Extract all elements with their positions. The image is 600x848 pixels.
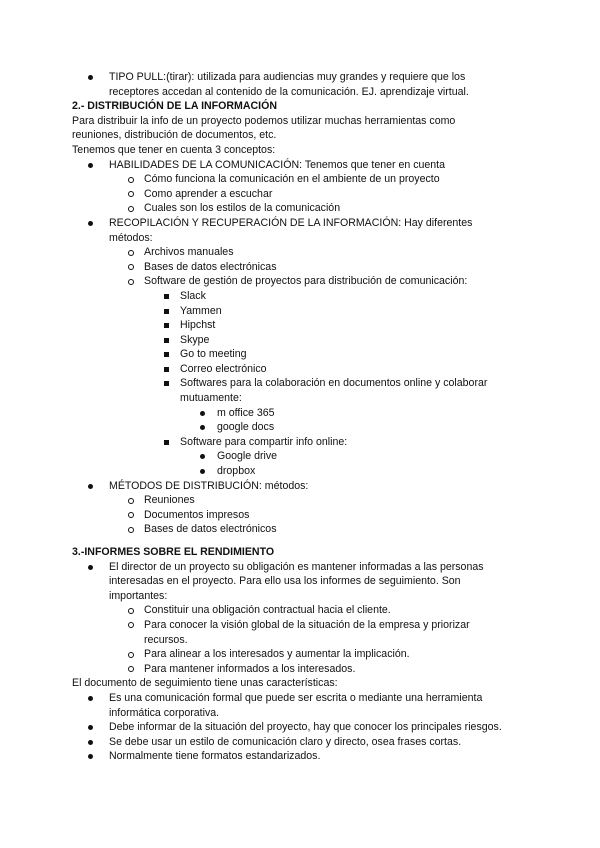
list-item-text: Software para compartir info online: — [180, 435, 348, 448]
list-item-text: Hipchst — [180, 319, 216, 332]
list-item — [72, 187, 532, 202]
list-item — [72, 522, 532, 537]
square-bullet-icon — [164, 367, 169, 372]
list-item-text: Google drive — [217, 450, 278, 463]
list-item-text: Para mantener informados a los interesados. — [144, 662, 356, 675]
list-item-text: Para alinear a los interesados y aumentar la implicación. — [144, 648, 410, 661]
list-item — [72, 172, 532, 187]
list-item-text: El director de un proyecto su obligación es mantener informadas a las personas — [109, 560, 484, 573]
list-item-text: google docs — [217, 421, 275, 434]
bullet-icon — [200, 454, 205, 459]
circle-bullet-icon — [128, 191, 134, 197]
pull-line-1: TIPO PULL:(tirar): utilizada para audiencias muy grandes y requiere que los — [109, 71, 466, 83]
document-page — [72, 70, 532, 764]
circle-bullet-icon — [128, 622, 134, 628]
list-item-text: Software de gestión de proyectos para distribución de comunicación: — [144, 275, 468, 288]
list-item-text: Archivos manuales — [144, 246, 234, 259]
list-item — [72, 435, 532, 450]
list-item — [72, 603, 532, 618]
list-item — [72, 479, 532, 494]
list-item — [72, 735, 532, 750]
list-item — [72, 508, 532, 523]
list-item — [72, 420, 532, 435]
square-bullet-icon — [164, 381, 169, 386]
list-item-text: Cuales son los estilos de la comunicación — [144, 202, 341, 215]
square-bullet-icon — [164, 338, 169, 343]
list-item-text: Debe informar de la situación del proyecto, hay que conocer los principales riesgos. — [109, 721, 502, 734]
paragraph-line: Para distribuir la info de un proyecto podemos utilizar muchas herramientas como — [72, 114, 456, 127]
habilidades-title: HABILIDADES DE LA COMUNICACIÓN: Tenemos que tener en cuenta — [109, 158, 446, 171]
list-item-cont: importantes: — [109, 589, 168, 602]
list-item — [72, 318, 532, 333]
circle-bullet-icon — [128, 264, 134, 270]
list-item — [72, 662, 532, 677]
list-item-text: Normalmente tiene formatos estandarizados. — [109, 750, 321, 763]
list-item-text: Softwares para la colaboración en documentos online y colaborar — [180, 377, 488, 390]
list-item — [72, 70, 532, 85]
list-item — [72, 691, 532, 706]
pull-line-2: receptores accedan al contenido de la comunicación. EJ. aprendizaje virtual. — [109, 85, 469, 98]
list-item-text: dropbox — [217, 465, 256, 478]
square-bullet-icon — [164, 309, 169, 314]
bullet-icon — [88, 565, 93, 570]
list-item-text: m office 365 — [217, 406, 275, 419]
list-item-text: Skype — [180, 333, 210, 346]
section-3-heading: 3.-INFORMES SOBRE EL RENDIMIENTO — [72, 546, 275, 558]
circle-bullet-icon — [128, 652, 134, 658]
list-item — [72, 560, 532, 575]
bullet-icon — [88, 740, 93, 745]
paragraph-line: reuniones, distribución de documentos, etc. — [72, 129, 277, 142]
paragraph-line: Tenemos que tener en cuenta 3 conceptos: — [72, 143, 276, 156]
square-bullet-icon — [164, 352, 169, 357]
section-2-heading: 2.- DISTRIBUCIÓN DE LA INFORMACIÓN — [72, 100, 278, 113]
circle-bullet-icon — [128, 527, 134, 533]
list-item — [72, 289, 532, 304]
bullet-icon — [88, 75, 93, 80]
list-item-text: Bases de datos electrónicas — [144, 260, 277, 273]
list-item — [72, 245, 532, 260]
list-item-text: Documentos impresos — [144, 508, 250, 521]
list-item-text: Para conocer la visión global de la situación de la empresa y priorizar — [144, 618, 470, 631]
bullet-icon — [88, 163, 93, 168]
list-item — [72, 464, 532, 479]
list-item-cont: informática corporativa. — [109, 706, 220, 719]
circle-bullet-icon — [128, 177, 134, 183]
list-item-cont: recursos. — [144, 633, 188, 646]
recopilacion-title: RECOPILACIÓN Y RECUPERACIÓN DE LA INFORMACIÓN: Hay diferentes — [109, 216, 473, 229]
list-item — [72, 749, 532, 764]
list-item — [72, 493, 532, 508]
circle-bullet-icon — [128, 666, 134, 672]
list-item-text: Cómo funciona la comunicación en el ambiente de un proyecto — [144, 173, 440, 186]
circle-bullet-icon — [128, 512, 134, 518]
bullet-icon — [88, 221, 93, 226]
bullet-icon — [88, 754, 93, 759]
bullet-icon — [88, 696, 93, 701]
bullet-icon — [88, 484, 93, 489]
bullet-icon — [200, 411, 205, 416]
list-item-cont: mutuamente: — [180, 392, 242, 405]
paragraph-line: El documento de seguimiento tiene unas características: — [72, 677, 338, 690]
list-item — [72, 376, 532, 391]
square-bullet-icon — [164, 323, 169, 328]
bullet-icon — [200, 425, 205, 430]
list-item — [72, 720, 532, 735]
list-item — [72, 304, 532, 319]
list-item-text: Yammen — [180, 304, 222, 317]
square-bullet-icon — [164, 294, 169, 299]
list-item-text: Como aprender a escuchar — [144, 187, 273, 200]
recopilacion-title-cont: métodos: — [109, 231, 153, 244]
metodos-title: MÉTODOS DE DISTRIBUCIÓN: métodos: — [109, 479, 309, 492]
bullet-icon — [88, 725, 93, 730]
list-item-cont: interesadas en el proyecto. Para ello usa los informes de seguimiento. Son — [109, 575, 461, 588]
list-item — [72, 406, 532, 421]
circle-bullet-icon — [128, 279, 134, 285]
list-item — [72, 260, 532, 275]
list-item-text: Bases de datos electrónicos — [144, 523, 277, 536]
circle-bullet-icon — [128, 498, 134, 504]
list-item — [72, 362, 532, 377]
list-item — [72, 347, 532, 362]
list-item — [72, 216, 532, 231]
circle-bullet-icon — [128, 206, 134, 212]
list-item — [72, 158, 532, 173]
list-item — [72, 274, 532, 289]
square-bullet-icon — [164, 440, 169, 445]
list-item — [72, 647, 532, 662]
circle-bullet-icon — [128, 250, 134, 256]
list-item-text: Constituir una obligación contractual hacia el cliente. — [144, 604, 391, 617]
list-item-text: Reuniones — [144, 494, 195, 507]
list-item-text: Slack — [180, 289, 206, 302]
list-item-text: Correo electrónico — [180, 362, 267, 375]
list-item — [72, 618, 532, 633]
list-item — [72, 449, 532, 464]
list-item-text: Go to meeting — [180, 348, 247, 361]
list-item — [72, 333, 532, 348]
list-item — [72, 201, 532, 216]
bullet-icon — [200, 469, 205, 474]
list-item-text: Se debe usar un estilo de comunicación claro y directo, osea frases cortas. — [109, 735, 462, 748]
circle-bullet-icon — [128, 608, 134, 614]
list-item-text: Es una comunicación formal que puede ser escrita o mediante una herramienta — [109, 691, 483, 704]
